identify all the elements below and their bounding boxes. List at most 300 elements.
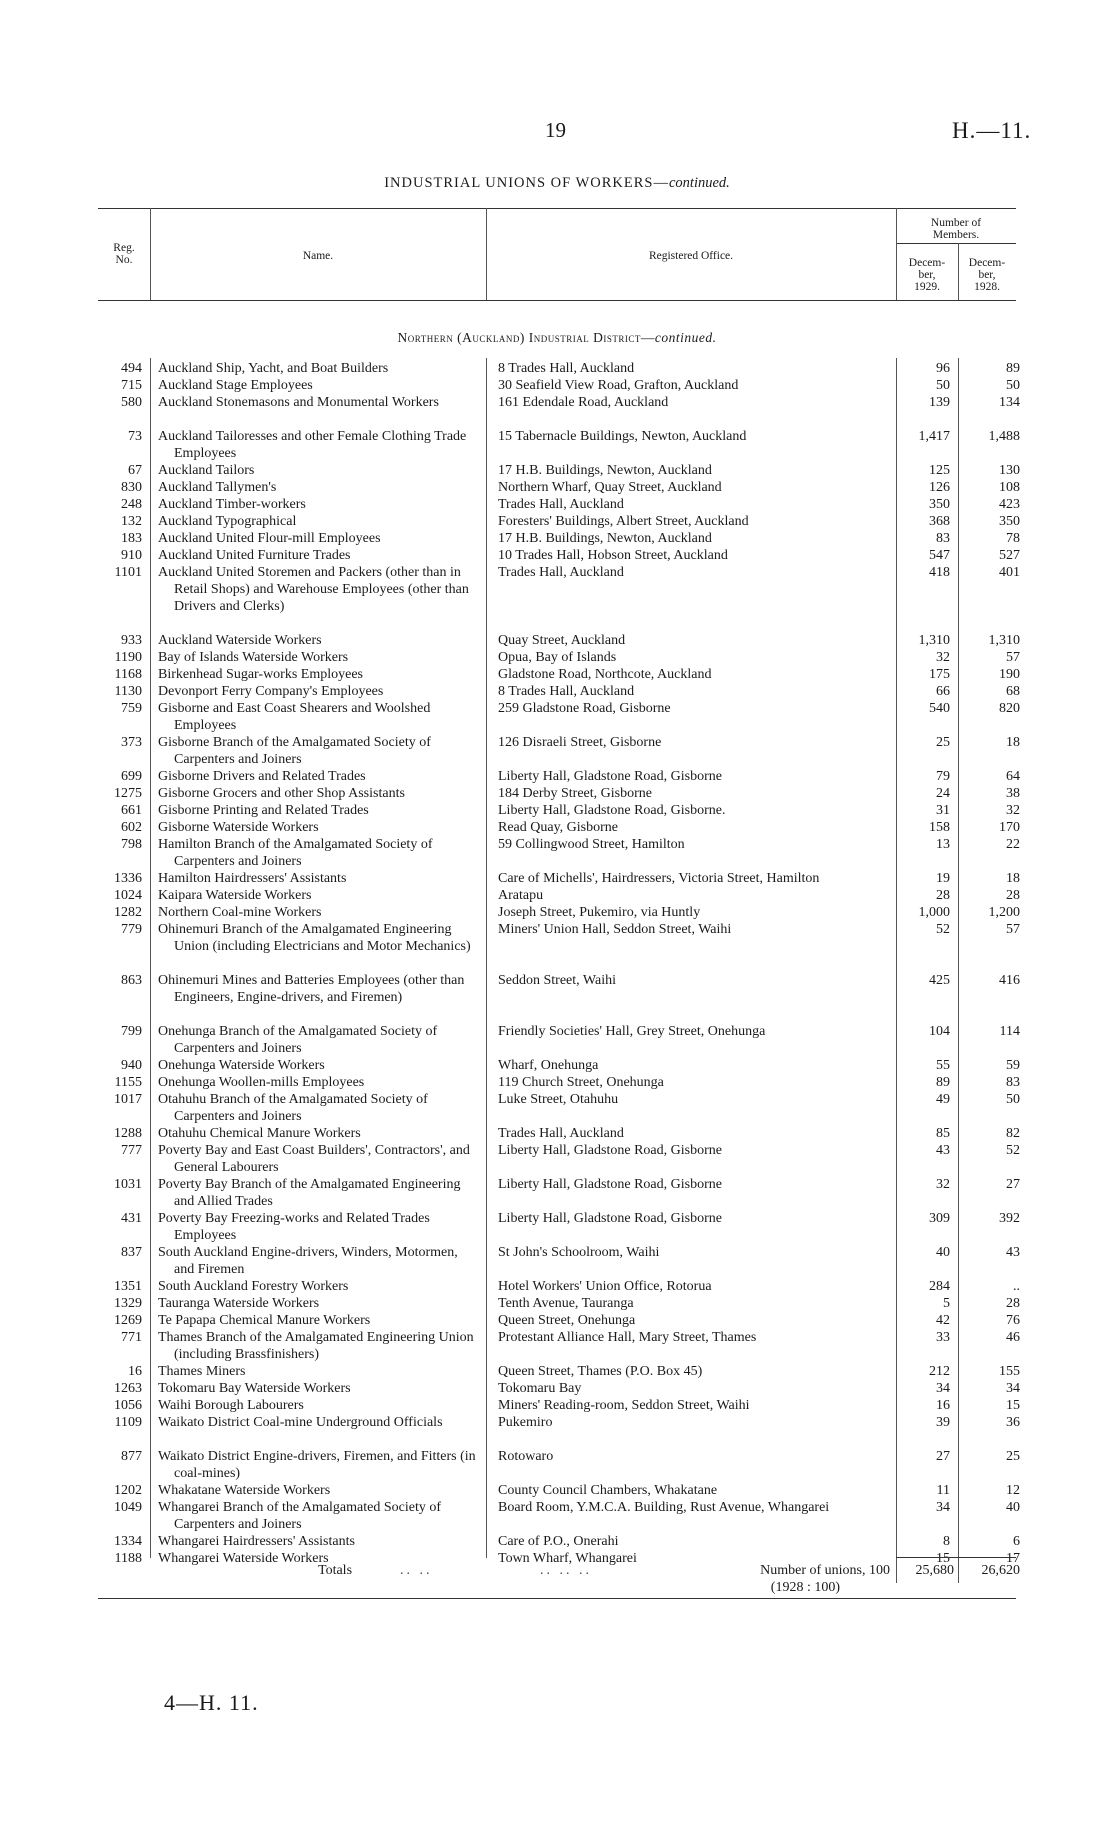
table-row: [0, 513, 1114, 530]
members-1928: 170: [999, 820, 1020, 835]
union-name: Gisborne Grocers and other Shop Assistants: [158, 786, 405, 801]
reg-no: 1056: [114, 1398, 142, 1413]
totals-top-rule: [896, 1557, 1016, 1558]
union-name: Auckland Stage Employees: [158, 378, 313, 393]
registered-office: 17 H.B. Buildings, Newton, Auckland: [498, 531, 712, 546]
members-1929: 16: [936, 1398, 950, 1413]
table-row: [0, 785, 1114, 802]
members-1929: 350: [929, 497, 950, 512]
union-name: Birkenhead Sugar-works Employees: [158, 667, 364, 682]
table-row: [0, 547, 1114, 564]
members-1928: 89: [1006, 361, 1020, 376]
registered-office: Northern Wharf, Quay Street, Auckland: [498, 480, 722, 495]
registered-office: Liberty Hall, Gladstone Road, Gisborne: [498, 1143, 722, 1158]
registered-office: Care of P.O., Onerahi: [498, 1534, 619, 1549]
union-name: Gisborne Branch of the Amalgamated Society of Carpenters and Joiners: [158, 735, 431, 767]
members-1928: 392: [999, 1211, 1020, 1226]
members-1929: 39: [936, 1415, 950, 1430]
union-name: Gisborne Drivers and Related Trades: [158, 769, 366, 784]
district-heading-continued: continued.: [654, 330, 717, 345]
registered-office: St John's Schoolroom, Waihi: [498, 1245, 660, 1260]
registered-office: Tenth Avenue, Tauranga: [498, 1296, 634, 1311]
members-1929: 55: [936, 1058, 950, 1073]
union-name: Auckland Tallymen's: [158, 480, 277, 495]
union-name: Whakatane Waterside Workers: [158, 1483, 331, 1498]
union-name: Thames Branch of the Amalgamated Engineering Union (including Brassfinishers): [158, 1330, 474, 1362]
members-1928: 38: [1006, 786, 1020, 801]
table-row: [0, 462, 1114, 479]
members-1929: 425: [929, 973, 950, 988]
members-1928: 59: [1006, 1058, 1020, 1073]
reg-no: 1024: [114, 888, 142, 903]
reg-no: 373: [121, 735, 142, 750]
page-title-main: INDUSTRIAL UNIONS OF WORKERS—: [384, 175, 669, 191]
members-1928: 25: [1006, 1449, 1020, 1464]
registered-office: 8 Trades Hall, Auckland: [498, 361, 635, 376]
members-1928: 1,200: [988, 905, 1020, 920]
district-heading-main: Northern (Auckland) Industrial District—: [397, 330, 655, 345]
members-1929: 32: [936, 650, 950, 665]
totals-dots-2: .. .. ..: [540, 1563, 592, 1578]
members-1929: 24: [936, 786, 950, 801]
members-1928: 28: [1006, 888, 1020, 903]
reg-no: 661: [121, 803, 142, 818]
registered-office: Trades Hall, Auckland: [498, 565, 624, 580]
table-row: [0, 1295, 1114, 1312]
members-1928: 18: [1006, 735, 1020, 750]
registered-office: 126 Disraeli Street, Gisborne: [498, 735, 662, 750]
union-name: Auckland United Furniture Trades: [158, 548, 351, 563]
union-name: Poverty Bay Freezing-works and Related Trades Employees: [158, 1211, 430, 1243]
union-name: Gisborne Printing and Related Trades: [158, 803, 369, 818]
members-1928: 423: [999, 497, 1020, 512]
union-name: Whangarei Branch of the Amalgamated Society of Carpenters and Joiners: [158, 1500, 442, 1532]
reg-no: 1168: [114, 667, 142, 682]
members-1929: 31: [936, 803, 950, 818]
registered-office: 184 Derby Street, Gisborne: [498, 786, 652, 801]
table-row: [0, 1397, 1114, 1414]
registered-office: 15 Tabernacle Buildings, Newton, Auckland: [498, 429, 747, 444]
totals-label: Totals: [318, 1563, 353, 1578]
members-1928: 57: [1006, 922, 1020, 937]
members-1929: 126: [929, 480, 950, 495]
reg-no: 940: [121, 1058, 142, 1073]
members-1929: 212: [929, 1364, 950, 1379]
members-1928: 527: [999, 548, 1020, 563]
table-row: [0, 428, 1114, 462]
totals-dots-1: .. ..: [400, 1563, 433, 1578]
reg-no: 1188: [114, 1551, 142, 1566]
unions-table-body: [0, 360, 1114, 1567]
table-row: [0, 972, 1114, 1023]
registered-office: Foresters' Buildings, Albert Street, Auckland: [498, 514, 749, 529]
registered-office: Read Quay, Gisborne: [498, 820, 619, 835]
table-row: [0, 360, 1114, 377]
registered-office: Protestant Alliance Hall, Mary Street, Thames: [498, 1330, 757, 1345]
reg-no: 1101: [114, 565, 142, 580]
reg-no: 1155: [114, 1075, 142, 1090]
reg-no: 830: [121, 480, 142, 495]
union-name: Thames Miners: [158, 1364, 246, 1379]
registered-office: 30 Seafield View Road, Grafton, Auckland: [498, 378, 739, 393]
members-1928: 134: [999, 395, 1020, 410]
members-1929: 1,310: [918, 633, 950, 648]
reg-no: 798: [121, 837, 142, 852]
table-row: [0, 564, 1114, 632]
members-1928: 155: [999, 1364, 1020, 1379]
registered-office: 17 H.B. Buildings, Newton, Auckland: [498, 463, 712, 478]
members-1929: 309: [929, 1211, 950, 1226]
table-row: [0, 496, 1114, 513]
registered-office: Care of Michells', Hairdressers, Victoria Street, Hamilton: [498, 871, 820, 886]
members-1929: 284: [929, 1279, 950, 1294]
reg-no: 494: [121, 361, 142, 376]
members-1929: 8: [943, 1534, 950, 1549]
members-1928: 401: [999, 565, 1020, 580]
members-1929: 15: [936, 1551, 950, 1566]
registered-office: Aratapu: [498, 888, 544, 903]
reg-no: 715: [121, 378, 142, 393]
members-1928: 18: [1006, 871, 1020, 886]
table-row: [0, 666, 1114, 683]
totals-members-1928: 26,620: [981, 1563, 1020, 1578]
members-1928: 22: [1006, 837, 1020, 852]
table-row: [0, 683, 1114, 700]
reg-no: 1334: [114, 1534, 142, 1549]
table-row: [0, 1176, 1114, 1210]
table-row: [0, 768, 1114, 785]
reg-no: 1275: [114, 786, 142, 801]
registered-office: Hotel Workers' Union Office, Rotorua: [498, 1279, 712, 1294]
registered-office: Board Room, Y.M.C.A. Building, Rust Avenue, Whangarei: [498, 1500, 830, 1515]
registered-office: Quay Street, Auckland: [498, 633, 626, 648]
district-heading: [0, 330, 1114, 346]
members-1929: 1,417: [918, 429, 950, 444]
reg-no: 67: [128, 463, 142, 478]
reg-no: 779: [121, 922, 142, 937]
registered-office: Liberty Hall, Gladstone Road, Gisborne: [498, 769, 722, 784]
members-1929: 139: [929, 395, 950, 410]
members-1928: 12: [1006, 1483, 1020, 1498]
page-title-continued: continued.: [668, 175, 730, 191]
registered-office: Friendly Societies' Hall, Grey Street, Onehunga: [498, 1024, 766, 1039]
registered-office: Miners' Reading-room, Seddon Street, Waihi: [498, 1398, 750, 1413]
union-name: Auckland Tailoresses and other Female Clothing Trade Employees: [158, 429, 467, 461]
table-row: [0, 649, 1114, 666]
members-1929: 89: [936, 1075, 950, 1090]
totals-union-count: Number of unions, 100 (1928 : 100): [760, 1563, 890, 1595]
reg-no: 1202: [114, 1483, 142, 1498]
header-december-1929: Decem- ber, 1929.: [908, 257, 946, 293]
registered-office: Rotowaro: [498, 1449, 554, 1464]
table-row: [0, 870, 1114, 887]
reg-no: 1351: [114, 1279, 142, 1294]
union-name: South Auckland Engine-drivers, Winders, Motormen, and Firemen: [158, 1245, 458, 1277]
registered-office: Tokomaru Bay: [498, 1381, 582, 1396]
members-1928: 64: [1006, 769, 1020, 784]
members-1929: 50: [936, 378, 950, 393]
union-name: Onehunga Waterside Workers: [158, 1058, 325, 1073]
union-name: Bay of Islands Waterside Workers: [158, 650, 349, 665]
registered-office: Wharf, Onehunga: [498, 1058, 599, 1073]
union-name: Auckland Typographical: [158, 514, 297, 529]
registered-office: Trades Hall, Auckland: [498, 1126, 624, 1141]
table-row: [0, 1210, 1114, 1244]
reg-no: 933: [121, 633, 142, 648]
reg-no: 1336: [114, 871, 142, 886]
members-1928: 190: [999, 667, 1020, 682]
table-row: [0, 819, 1114, 836]
members-1929: 11: [936, 1483, 950, 1498]
union-name: Onehunga Branch of the Amalgamated Society of Carpenters and Joiners: [158, 1024, 438, 1056]
header-december-1928: Decem- ber, 1928.: [968, 257, 1006, 293]
table-row: [0, 921, 1114, 972]
registered-office: Seddon Street, Waihi: [498, 973, 616, 988]
reg-no: 248: [121, 497, 142, 512]
members-1928: 43: [1006, 1245, 1020, 1260]
registered-office: Miners' Union Hall, Seddon Street, Waihi: [498, 922, 732, 937]
union-name: Auckland United Flour-mill Employees: [158, 531, 381, 546]
registered-office: Liberty Hall, Gladstone Road, Gisborne: [498, 1211, 722, 1226]
members-1929: 49: [936, 1092, 950, 1107]
union-name: Auckland United Storemen and Packers (other than in Retail Shops) and Warehouse Employees (other than Drivers and Clerks): [158, 565, 469, 614]
table-row: [0, 1244, 1114, 1278]
members-1928: 32: [1006, 803, 1020, 818]
registered-office: 8 Trades Hall, Auckland: [498, 684, 635, 699]
members-1929: 1,000: [918, 905, 950, 920]
registered-office: Liberty Hall, Gladstone Road, Gisborne: [498, 1177, 722, 1192]
table-row: [0, 802, 1114, 819]
union-name: Waikato District Coal-mine Underground Officials: [158, 1415, 443, 1430]
registered-office: 10 Trades Hall, Hobson Street, Auckland: [498, 548, 728, 563]
members-1928: 28: [1006, 1296, 1020, 1311]
reg-no: 699: [121, 769, 142, 784]
table-row: [0, 734, 1114, 768]
reg-no: 431: [121, 1211, 142, 1226]
reg-no: 1329: [114, 1296, 142, 1311]
members-1929: 547: [929, 548, 950, 563]
reg-no: 1269: [114, 1313, 142, 1328]
members-1929: 42: [936, 1313, 950, 1328]
union-name: Gisborne Waterside Workers: [158, 820, 319, 835]
reg-no: 1109: [114, 1415, 142, 1430]
union-name: South Auckland Forestry Workers: [158, 1279, 349, 1294]
reg-no: 759: [121, 701, 142, 716]
reg-no: 602: [121, 820, 142, 835]
table-row: [0, 377, 1114, 394]
table-row: [0, 1329, 1114, 1363]
members-1929: 104: [929, 1024, 950, 1039]
members-1929: 13: [936, 837, 950, 852]
members-1929: 28: [936, 888, 950, 903]
document-reference: H.—11.: [952, 118, 1032, 143]
header-number-of-members: Number of Members.: [930, 217, 982, 241]
members-1928: 350: [999, 514, 1020, 529]
members-1928: 83: [1006, 1075, 1020, 1090]
members-1929: 96: [936, 361, 950, 376]
header-name: Name.: [302, 250, 334, 262]
members-1929: 83: [936, 531, 950, 546]
registered-office: County Council Chambers, Whakatane: [498, 1483, 718, 1498]
union-name: Tauranga Waterside Workers: [158, 1296, 320, 1311]
union-name: Te Papapa Chemical Manure Workers: [158, 1313, 371, 1328]
members-1928: 46: [1006, 1330, 1020, 1345]
registered-office: Liberty Hall, Gladstone Road, Gisborne.: [498, 803, 726, 818]
members-1928: 17: [1006, 1551, 1020, 1566]
union-name: Auckland Waterside Workers: [158, 633, 322, 648]
members-1929: 418: [929, 565, 950, 580]
union-name: Hamilton Branch of the Amalgamated Society of Carpenters and Joiners: [158, 837, 433, 869]
members-1928: 40: [1006, 1500, 1020, 1515]
registered-office: 119 Church Street, Onehunga: [498, 1075, 664, 1090]
table-row: [0, 632, 1114, 649]
reg-no: 771: [121, 1330, 142, 1345]
union-name: Ohinemuri Mines and Batteries Employees (other than Engineers, Engine-drivers, and Firemen): [158, 973, 465, 1005]
table-row: [0, 1533, 1114, 1550]
members-1928: 50: [1006, 1092, 1020, 1107]
members-1928: 1,310: [988, 633, 1020, 648]
union-name: Kaipara Waterside Workers: [158, 888, 312, 903]
members-1929: 125: [929, 463, 950, 478]
members-1928: 15: [1006, 1398, 1020, 1413]
members-1928: 76: [1006, 1313, 1020, 1328]
registered-office: Town Wharf, Whangarei: [498, 1551, 637, 1566]
reg-no: 863: [121, 973, 142, 988]
reg-no: 580: [121, 395, 142, 410]
registered-office: Queen Street, Thames (P.O. Box 45): [498, 1364, 703, 1379]
members-sub-rule: [896, 243, 1016, 244]
table-row: [0, 1380, 1114, 1397]
reg-no: 837: [121, 1245, 142, 1260]
union-name: Otahuhu Branch of the Amalgamated Society of Carpenters and Joiners: [158, 1092, 428, 1124]
table-row: [0, 1448, 1114, 1482]
union-name: Northern Coal-mine Workers: [158, 905, 322, 920]
members-1929: 19: [936, 871, 950, 886]
reg-no: 1031: [114, 1177, 142, 1192]
reg-no: 1288: [114, 1126, 142, 1141]
reg-no: 1282: [114, 905, 142, 920]
members-1928: 820: [999, 701, 1020, 716]
page-title: [0, 175, 1114, 192]
members-1928: 82: [1006, 1126, 1020, 1141]
table-row: [0, 904, 1114, 921]
members-1929: 27: [936, 1449, 950, 1464]
page-number: 19: [545, 118, 566, 142]
members-1928: 50: [1006, 378, 1020, 393]
union-name: Onehunga Woollen-mills Employees: [158, 1075, 365, 1090]
members-1928: 416: [999, 973, 1020, 988]
members-1928: 78: [1006, 531, 1020, 546]
table-row: [0, 1142, 1114, 1176]
table-row: [0, 530, 1114, 547]
members-1928: 34: [1006, 1381, 1020, 1396]
reg-no: 1190: [114, 650, 142, 665]
members-1929: 25: [936, 735, 950, 750]
members-1929: 34: [936, 1381, 950, 1396]
members-1928: 108: [999, 480, 1020, 495]
union-name: Poverty Bay Branch of the Amalgamated Engineering and Allied Trades: [158, 1177, 461, 1209]
reg-no: 16: [128, 1364, 142, 1379]
union-name: Whangarei Waterside Workers: [158, 1551, 329, 1566]
registered-office: Gladstone Road, Northcote, Auckland: [498, 667, 712, 682]
union-name: Auckland Tailors: [158, 463, 255, 478]
reg-no: 1263: [114, 1381, 142, 1396]
registered-office: Opua, Bay of Islands: [498, 650, 617, 665]
table-row: [0, 1312, 1114, 1329]
members-1929: 32: [936, 1177, 950, 1192]
union-name: Auckland Timber-workers: [158, 497, 306, 512]
table-row: [0, 1414, 1114, 1448]
union-name: Whangarei Hairdressers' Assistants: [158, 1534, 355, 1549]
members-1928: 6: [1013, 1534, 1020, 1549]
reg-no: 1130: [114, 684, 142, 699]
members-1928: 27: [1006, 1177, 1020, 1192]
reg-no: 1049: [114, 1500, 142, 1515]
table-row: [0, 1125, 1114, 1142]
reg-no: 1017: [114, 1092, 142, 1107]
members-1928: 68: [1006, 684, 1020, 699]
members-1928: 52: [1006, 1143, 1020, 1158]
registered-office: Trades Hall, Auckland: [498, 497, 624, 512]
members-1928: 1,488: [988, 429, 1020, 444]
union-name: Waihi Borough Labourers: [158, 1398, 304, 1413]
header-registered-office: Registered Office.: [648, 250, 734, 262]
members-1929: 368: [929, 514, 950, 529]
union-name: Hamilton Hairdressers' Assistants: [158, 871, 347, 886]
members-1929: 34: [936, 1500, 950, 1515]
union-name: Auckland Stonemasons and Monumental Workers: [158, 395, 439, 410]
union-name: Otahuhu Chemical Manure Workers: [158, 1126, 361, 1141]
union-name: Ohinemuri Branch of the Amalgamated Engineering Union (including Electricians and Motor Mechanics): [158, 922, 471, 954]
reg-no: 132: [121, 514, 142, 529]
members-1929: 158: [929, 820, 950, 835]
members-1929: 79: [936, 769, 950, 784]
members-1929: 66: [936, 684, 950, 699]
members-1929: 52: [936, 922, 950, 937]
registered-office: Joseph Street, Pukemiro, via Huntly: [498, 905, 701, 920]
table-row: [0, 1091, 1114, 1125]
members-1929: 33: [936, 1330, 950, 1345]
union-name: Devonport Ferry Company's Employees: [158, 684, 384, 699]
registered-office: Pukemiro: [498, 1415, 553, 1430]
table-row: [0, 1482, 1114, 1499]
reg-no: 877: [121, 1449, 142, 1464]
members-1929: 40: [936, 1245, 950, 1260]
union-name: Waikato District Engine-drivers, Firemen, and Fitters (in coal-mines): [158, 1449, 476, 1481]
registered-office: 59 Collingwood Street, Hamilton: [498, 837, 685, 852]
members-1928: 57: [1006, 650, 1020, 665]
reg-no: 777: [121, 1143, 142, 1158]
union-name: Auckland Ship, Yacht, and Boat Builders: [158, 361, 389, 376]
members-1928: 130: [999, 463, 1020, 478]
table-row: [0, 1499, 1114, 1533]
table-row: [0, 1023, 1114, 1057]
members-1929: 175: [929, 667, 950, 682]
registered-office: Queen Street, Onehunga: [498, 1313, 636, 1328]
page-footer: 4—H. 11.: [164, 1690, 259, 1715]
table-row: [0, 1074, 1114, 1091]
table-row: [0, 1057, 1114, 1074]
reg-no: 910: [121, 548, 142, 563]
totals-members-1929: 25,680: [915, 1563, 954, 1578]
members-1929: 5: [943, 1296, 950, 1311]
table-row: [0, 1278, 1114, 1295]
table-row: [0, 700, 1114, 734]
registered-office: 259 Gladstone Road, Gisborne: [498, 701, 671, 716]
reg-no: 73: [128, 429, 142, 444]
registered-office: 161 Edendale Road, Auckland: [498, 395, 669, 410]
table-row: [0, 479, 1114, 496]
